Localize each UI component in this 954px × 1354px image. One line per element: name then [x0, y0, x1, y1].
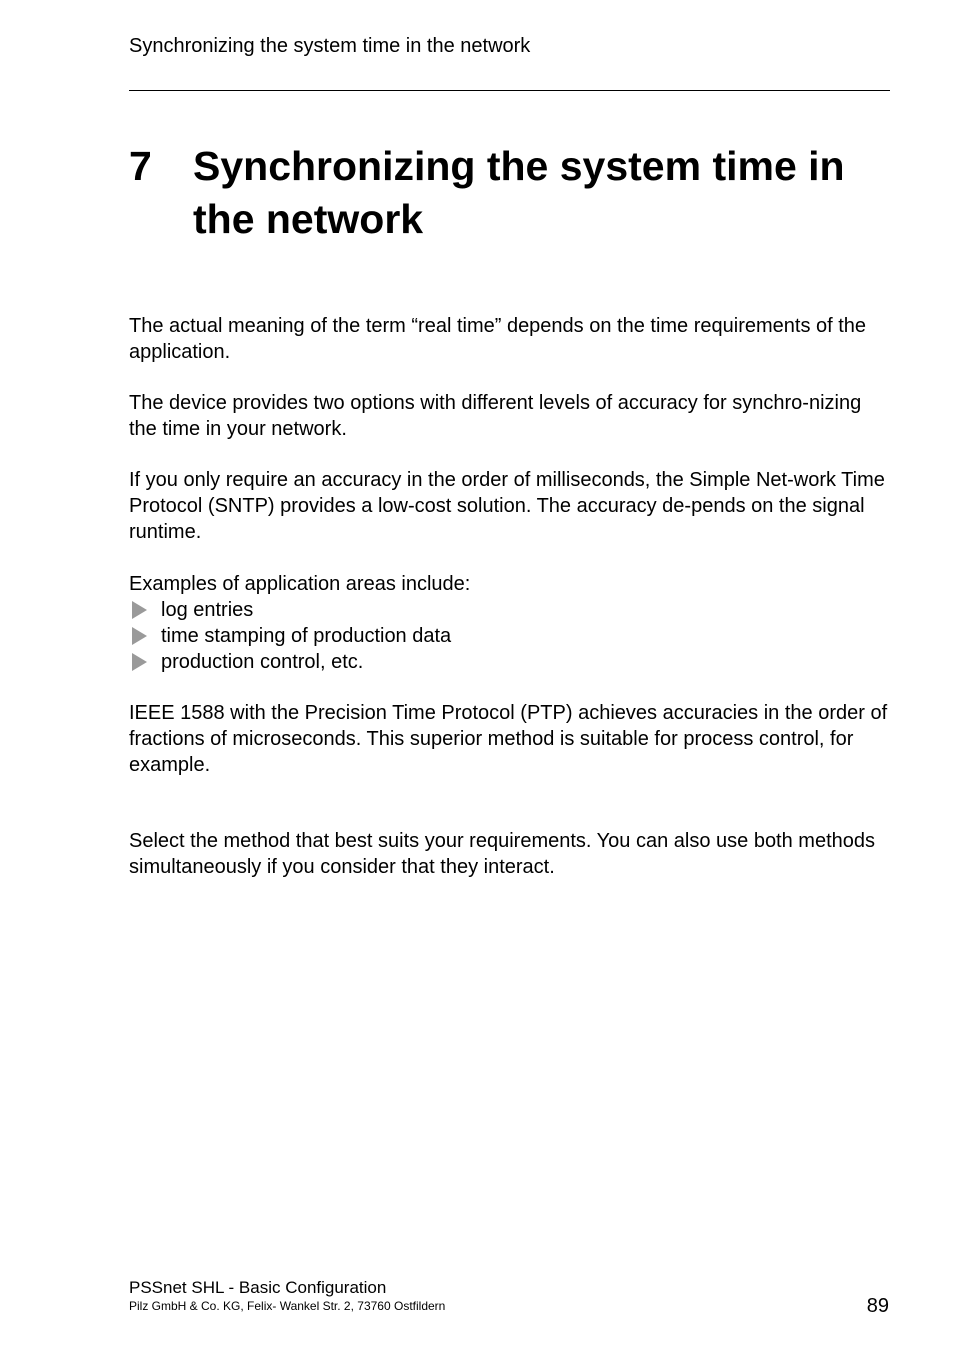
chapter-title: Synchronizing the system time in the network	[193, 143, 845, 242]
arrow-bullet-icon	[132, 601, 147, 619]
paragraph-ptp: IEEE 1588 with the Precision Time Protocol (PTP) achieves accuracies in the order of fractions of microseconds. This superior method is suitable for process control, for example.	[129, 702, 888, 776]
paragraph-select-method: Select the method that best suits your requirements. You can also use both methods simultaneously if you consider that they interact.	[129, 830, 876, 878]
chapter-heading	[129, 140, 899, 246]
list-item	[129, 649, 829, 675]
paragraph-two-options: The device provides two options with different levels of accuracy for synchro-nizing the time in your network.	[129, 392, 862, 440]
page-number: 89	[866, 1295, 889, 1317]
paragraph-real-time: The actual meaning of the term “real time” depends on the time requirements of the application.	[129, 315, 867, 363]
list-item-label: log entries	[161, 599, 254, 621]
footer-document-title: PSSnet SHL - Basic Configuration	[129, 1278, 387, 1297]
list-item-label: production control, etc.	[161, 651, 364, 673]
header-divider	[129, 90, 890, 91]
paragraph-examples-intro: Examples of application areas include:	[129, 573, 471, 595]
application-areas-list	[129, 597, 829, 675]
list-item	[129, 597, 829, 623]
arrow-bullet-icon	[132, 627, 147, 645]
footer-address: Pilz GmbH & Co. KG, Felix- Wankel Str. 2, 73760 Ostfildern	[129, 1299, 446, 1313]
running-header: Synchronizing the system time in the network	[129, 35, 531, 57]
list-item-label: time stamping of production data	[161, 625, 452, 647]
chapter-number: 7	[129, 143, 152, 189]
list-item	[129, 623, 829, 649]
arrow-bullet-icon	[132, 653, 147, 671]
paragraph-sntp: If you only require an accuracy in the order of milliseconds, the Simple Net-work Time Protocol (SNTP) provides a low-cost solution. The accuracy de-pends on the signal runtime.	[129, 469, 885, 543]
